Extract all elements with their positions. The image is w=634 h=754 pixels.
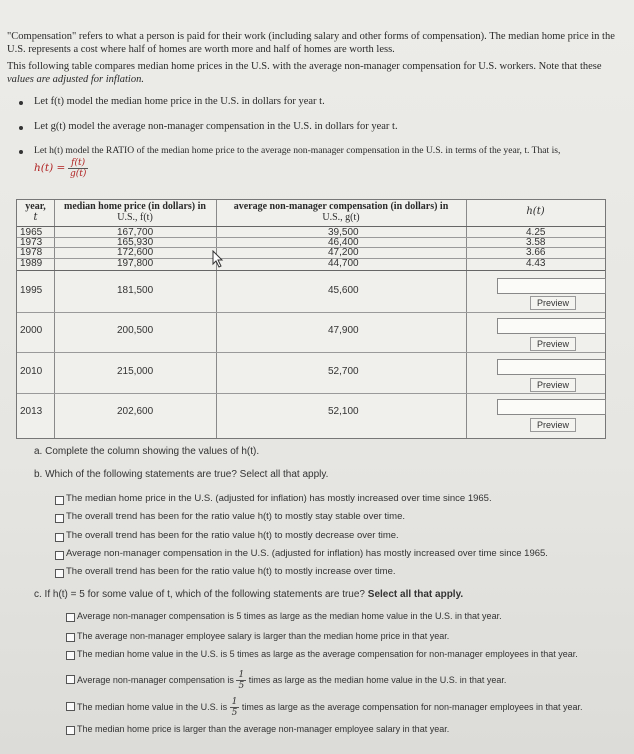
- part-b-option-3[interactable]: The overall trend has been for the ratio value h(t) to mostly decrease over time.: [66, 530, 399, 541]
- cell-comp: 46,400: [328, 237, 359, 248]
- preview-button[interactable]: Preview: [530, 418, 576, 432]
- cell-comp: 45,600: [328, 285, 359, 296]
- cell-comp: 44,700: [328, 258, 359, 269]
- bullet-h: Let h(t) model the RATIO of the median home price to the average non-manager compensation in the U.S. in terms of the year, t. That is,: [34, 145, 561, 156]
- intro-line-3: This following table compares median home prices in the U.S. with the average non-manager compensation for U.S. workers. Note that these: [7, 61, 602, 72]
- part-b-option-2[interactable]: The overall trend has been for the ratio value h(t) to mostly stay stable over time.: [66, 511, 405, 522]
- part-c-option-5[interactable]: [77, 692, 583, 722]
- cell-price: 172,600: [117, 247, 154, 258]
- cell-price: 197,800: [117, 258, 154, 269]
- intro-line-2: U.S. represents a cost where half of homes are worth more and half of homes are worth less.: [7, 44, 395, 55]
- cell-comp: 39,500: [328, 227, 359, 238]
- part-c-option-5-post: times as large as the average compensation for non-manager employees in that year.: [241, 702, 583, 712]
- one-fifth-fraction: [230, 697, 240, 718]
- bullet-f: Let f(t) model the median home price in the U.S. in dollars for year t.: [34, 96, 325, 107]
- cell-price: 181,500: [117, 285, 154, 296]
- cell-price: 200,500: [117, 325, 154, 336]
- part-b-question: b. Which of the following statements are true? Select all that apply.: [34, 469, 329, 480]
- checkbox[interactable]: [55, 496, 64, 505]
- part-c-question: [34, 589, 463, 601]
- checkbox[interactable]: [66, 651, 75, 660]
- header-h: h(t): [526, 206, 545, 217]
- part-b-option-1[interactable]: The median home price in the U.S. (adjusted for inflation) has mostly increased over time since 1965.: [66, 493, 492, 504]
- header-year: year,: [25, 201, 46, 212]
- cell-h: 3.58: [526, 237, 546, 248]
- checkbox[interactable]: [66, 675, 75, 684]
- preview-button[interactable]: Preview: [530, 337, 576, 351]
- checkbox[interactable]: [66, 726, 75, 735]
- h-def-numerator: f(t): [68, 158, 88, 169]
- part-b-option-4[interactable]: Average non-manager compensation in the U.S. (adjusted for inflation) has mostly increased over time since 1965.: [66, 548, 548, 559]
- header-year-sub: t: [33, 212, 38, 223]
- mouse-cursor-icon: [211, 250, 225, 268]
- checkbox[interactable]: [66, 633, 75, 642]
- part-c-option-4[interactable]: [77, 665, 506, 695]
- bullet-dot: [19, 126, 23, 130]
- part-c-option-5-pre: The median home value in the U.S. is: [77, 702, 228, 712]
- one-fifth-fraction: [236, 670, 246, 691]
- h-definition: [34, 158, 88, 179]
- header-price: median home price (in dollars) in: [64, 201, 206, 212]
- h-def-fraction: [68, 158, 88, 179]
- cell-comp: 47,900: [328, 325, 359, 336]
- header-comp: average non-manager compensation (in dollars) in: [233, 201, 449, 212]
- frac-den: 5: [238, 681, 245, 692]
- frac-den: 5: [231, 708, 238, 719]
- checkbox[interactable]: [55, 533, 64, 542]
- bullet-g: Let g(t) model the average non-manager compensation in the U.S. in dollars for year t.: [34, 121, 398, 132]
- cell-price: 167,700: [117, 227, 154, 238]
- cell-year: 2010: [20, 366, 43, 377]
- cell-year: 1995: [20, 285, 43, 296]
- cell-year: 1989: [20, 258, 43, 269]
- cell-year: 1978: [20, 247, 43, 258]
- cell-price: 215,000: [117, 366, 154, 377]
- h-def-denominator: g(t): [69, 169, 87, 179]
- part-c-option-4-pre: Average non-manager compensation is: [77, 675, 234, 685]
- part-c-option-2[interactable]: The average non-manager employee salary is larger than the median home price in that year.: [77, 631, 450, 641]
- cell-price: 165,930: [117, 237, 154, 248]
- bullet-dot: [19, 101, 23, 105]
- intro-line-4: values are adjusted for inflation.: [7, 74, 144, 85]
- h-def-lhs: h(t) =: [34, 161, 66, 174]
- cell-comp: 52,100: [328, 406, 359, 417]
- frac-num: 1: [238, 670, 245, 681]
- part-c-option-6[interactable]: The median home price is larger than the average non-manager employee salary in that year.: [77, 724, 450, 734]
- part-b-option-5[interactable]: The overall trend has been for the ratio value h(t) to mostly increase over time.: [66, 566, 396, 577]
- h-answer-input-2010[interactable]: [497, 359, 606, 375]
- h-answer-input-2000[interactable]: [497, 318, 606, 334]
- part-c-option-3[interactable]: The median home value in the U.S. is 5 times as large as the average compensation for non-manager employees in that year.: [77, 649, 578, 659]
- part-c-option-1[interactable]: Average non-manager compensation is 5 times as large as the median home value in the U.S. in that year.: [77, 611, 502, 621]
- checkbox[interactable]: [66, 613, 75, 622]
- part-c-select-all: Select all that apply.: [367, 589, 464, 600]
- h-answer-input-1995[interactable]: [497, 278, 606, 294]
- cell-price: 202,600: [117, 406, 154, 417]
- part-a-instruction: a. Complete the column showing the values of h(t).: [34, 446, 260, 457]
- cell-year: 1973: [20, 237, 43, 248]
- bullet-dot: [19, 150, 23, 154]
- part-c-option-4-post: times as large as the median home value in the U.S. in that year.: [248, 675, 507, 685]
- preview-button[interactable]: Preview: [530, 378, 576, 392]
- cell-h: 4.43: [526, 258, 546, 269]
- preview-button[interactable]: Preview: [530, 296, 576, 310]
- cell-year: 1965: [20, 227, 43, 238]
- header-price-sub: U.S., f(t): [117, 212, 153, 223]
- h-answer-input-2013[interactable]: [497, 399, 606, 415]
- cell-comp: 52,700: [328, 366, 359, 377]
- intro-line-1: "Compensation" refers to what a person is paid for their work (including salary and other forms of compensation). The median home price in the: [7, 31, 615, 42]
- cell-h: 3.66: [526, 247, 546, 258]
- checkbox[interactable]: [55, 569, 64, 578]
- checkbox[interactable]: [55, 551, 64, 560]
- cell-year: 2013: [20, 406, 43, 417]
- checkbox[interactable]: [55, 514, 64, 523]
- part-c-question-text: c. If h(t) = 5 for some value of t, which of the following statements are true?: [34, 589, 365, 600]
- checkbox[interactable]: [66, 702, 75, 711]
- data-table: [16, 199, 606, 439]
- cell-comp: 47,200: [328, 247, 359, 258]
- cell-year: 2000: [20, 325, 43, 336]
- frac-num: 1: [231, 697, 238, 708]
- cell-h: 4.25: [526, 227, 546, 238]
- header-comp-sub: U.S., g(t): [322, 212, 360, 223]
